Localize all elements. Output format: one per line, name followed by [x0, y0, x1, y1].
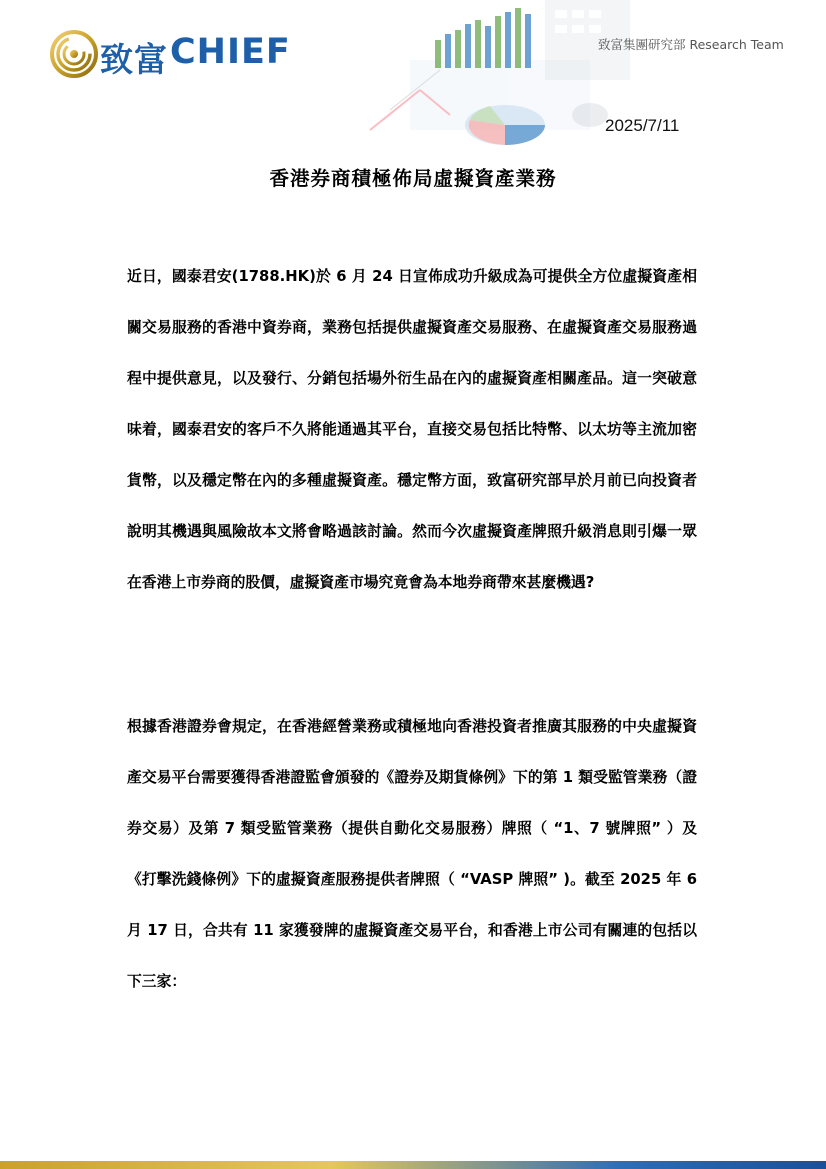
logo-text-english: CHIEF — [170, 32, 291, 72]
decorative-chart-graphic — [330, 0, 630, 150]
logo-text-chinese: 致富 — [100, 40, 168, 79]
paragraph-2: 根據香港證券會規定，在香港經營業務或積極地向香港投資者推廣其服務的中央虛擬資產交易平台需要獲得香港證監會頒發的《證券及期貨條例》下的第 1 類受監管業務（證券交易）及第 7 類受監管業務（提供自動化交易服務）牌照（ “1、7 號牌照” ）及《打擊洗錢條例》下的虛擬資產服務提供者牌照（ “VASP 牌照” )。截至 2025 年 6 月 17 日，合共有 11 家獲發牌的虛擬資產交易平台，和香港上市公司有關連的包括以下三家： — [127, 718, 697, 990]
paragraph-1: 近日，國泰君安(1788.HK)於 6 月 24 日宣佈成功升級成為可提供全方位虛擬資產相關交易服務的香港中資券商，業務包括提供虛擬資產交易服務、在虛擬資產交易服務過程中提供意見，以及發行、分銷包括場外衍生品在內的虛擬資產相關產品。這一突破意味着，國泰君安的客戶不久將能通過其平台，直接交易包括比特幣、以太坊等主流加密貨幣，以及穩定幣在內的多種虛擬資產。穩定幣方面，致富研究部早於月前已向投資者說明其機遇與風險故本文將會略過該討論。然而今次虛擬資產牌照升級消息則引爆一眾在香港上市券商的股價，虛擬資產市場究竟會為本地券商帶來甚麼機遇? — [127, 268, 697, 591]
article-title: 香港券商積極佈局虛擬資產業務 — [269, 167, 557, 190]
footer-color-bar — [0, 1161, 826, 1169]
research-team-label: 致富集團研究部 Research Team — [598, 37, 784, 52]
page-header — [0, 0, 826, 150]
chief-logo — [50, 28, 310, 80]
report-date: 2025/7/11 — [605, 116, 680, 135]
chief-logo-mark-icon — [50, 30, 98, 78]
